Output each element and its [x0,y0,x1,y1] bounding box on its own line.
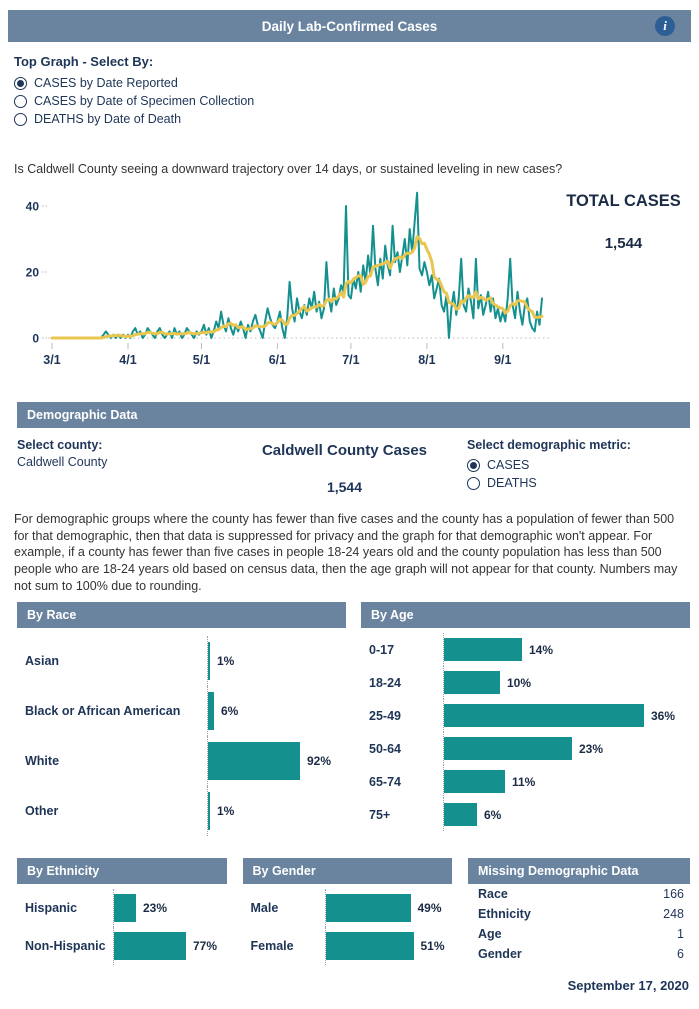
bar-segment [114,894,136,922]
seven-day-average-series-line [52,237,542,338]
trend-chart-row [6,188,699,388]
bar-value-label: 23% [579,741,604,756]
by-age-header [361,602,690,628]
bar-row-gender [243,927,453,965]
by-age-header-label: By Age [371,608,414,623]
bar-zone [325,889,453,927]
bar-segment [208,792,210,830]
missing-data-row [468,904,690,924]
radio-option[interactable] [467,474,682,492]
x-axis-label: 9/1 [494,353,512,367]
bar-row-gender [243,889,453,927]
bar-segment [444,638,522,661]
radio-option[interactable] [467,456,682,474]
privacy-note: For demographic groups where the county has fewer than five cases and the county has a population of fewer than 500 for that demographic, then that data is suppressed for privacy and the graph for that demographic won't appear. For example, if a county has fewer than five cases in people 18-24 years old and the county population has less than 500 people who are 18-24 years old based on census data, then the age graph will not appear for that county. Numbers may not sum to 100% due to rounding. [14,512,678,593]
bar-value-label: 36% [651,708,676,723]
radio-option-label: CASES [487,458,530,472]
x-axis-label: 8/1 [418,353,436,367]
x-axis-label: 3/1 [43,353,61,367]
bar-value-label: 1% [217,804,235,819]
bar-category-label: Non-Hispanic [25,939,106,954]
bar-row-age [361,732,690,765]
bar-zone [443,765,690,798]
x-axis-label: 5/1 [192,353,211,367]
by-gender-header-label: By Gender [252,864,316,879]
bar-row-ethnicity [17,889,227,927]
missing-data-label: Ethnicity [478,907,531,922]
by-ethnicity-header [17,858,227,884]
by-gender-panel [243,858,453,970]
bar-zone [207,636,346,686]
bar-category-label: 75+ [369,807,391,822]
bar-zone [207,736,346,786]
total-cases-panel [556,188,691,388]
metric-radio-group [467,456,682,492]
radio-option-label: DEATHS by Date of Death [34,112,182,126]
radio-unselected-icon[interactable] [467,477,480,490]
missing-data-panel [468,858,690,970]
by-race-header [17,602,346,628]
total-cases-value: 1,544 [604,235,643,252]
bar-category-label: 0-17 [369,642,395,657]
missing-data-value: 1 [677,927,684,942]
radio-unselected-icon[interactable] [14,113,27,126]
page-title: Daily Lab-Confirmed Cases [261,18,438,34]
bar-row-race [17,686,346,736]
bar-segment [326,932,414,960]
by-ethnicity-panel [17,858,227,970]
bar-zone [443,633,690,666]
top-graph-selector [14,54,699,128]
missing-data-label: Age [478,927,502,942]
missing-data-rows [468,884,690,964]
missing-data-label: Gender [478,947,522,962]
radio-unselected-icon[interactable] [14,95,27,108]
bar-category-label: 18-24 [369,675,401,690]
bar-row-race [17,786,346,836]
bar-segment [326,894,411,922]
race-age-charts-row [17,602,690,844]
info-icon[interactable]: i [655,16,675,36]
bar-segment [208,742,300,780]
bar-row-race [17,636,346,686]
x-axis-label: 6/1 [268,353,287,367]
metric-selector-label: Select demographic metric: [467,438,631,452]
county-cases-value: 1,544 [326,479,363,495]
y-axis-label: 0 [32,331,39,346]
bar-segment [208,692,214,730]
bar-segment [444,770,505,793]
trajectory-question: Is Caldwell County seeing a downward trajectory over 14 days, or sustained leveling in new cases? [14,162,563,176]
x-axis-label: 7/1 [342,353,360,367]
by-race-panel [17,602,346,844]
bar-row-age [361,798,690,831]
by-race-chart [17,628,346,844]
y-axis-label: 40 [25,199,39,214]
bar-category-label: Black or African American [25,704,181,719]
demographic-data-header [17,402,690,428]
radio-option-label: DEATHS [487,476,537,490]
missing-data-value: 248 [663,907,684,922]
bar-segment [208,642,210,680]
bar-row-age [361,765,690,798]
bar-zone [325,927,453,965]
by-ethnicity-header-label: By Ethnicity [27,864,100,879]
by-age-panel [361,602,690,844]
bar-category-label: Other [25,804,59,819]
bar-value-label: 6% [221,704,239,719]
bar-zone [443,732,690,765]
bar-zone [443,699,690,732]
daily-cases-line-chart [6,188,556,388]
top-graph-selector-label: Top Graph - Select By: [14,54,154,69]
missing-data-header-label: Missing Demographic Data [478,864,639,879]
bar-value-label: 11% [512,774,536,789]
by-ethnicity-chart [17,884,227,970]
bar-value-label: 51% [420,939,445,954]
bar-category-label: 65-74 [369,774,401,789]
y-axis-label: 20 [25,265,39,280]
bar-zone [113,927,227,965]
x-axis-label: 4/1 [119,353,137,367]
county-select-value[interactable]: Caldwell County [17,455,108,469]
bar-value-label: 1% [217,654,235,669]
bar-segment [444,737,572,760]
bar-segment [444,704,644,727]
bar-category-label: Male [250,901,279,916]
report-date: September 17, 2020 [567,978,689,993]
radio-selected-icon[interactable] [467,459,480,472]
missing-data-row [468,884,690,904]
total-cases-label: TOTAL CASES [566,192,681,210]
radio-selected-icon[interactable] [14,77,27,90]
missing-data-header [468,858,690,884]
bar-value-label: 6% [484,807,502,822]
daily-cases-series-line [52,193,542,338]
bar-value-label: 92% [307,754,332,769]
metric-selector [467,438,682,495]
radio-option[interactable] [14,92,699,110]
missing-data-label: Race [478,887,508,902]
bar-value-label: 14% [529,642,554,657]
county-cases-summary [222,438,467,495]
bar-category-label: White [25,754,60,769]
missing-data-row [468,944,690,964]
missing-data-value: 6 [677,947,684,962]
bar-category-label: Female [250,939,294,954]
select-county-label: Select county: [17,438,103,452]
by-gender-chart [243,884,453,970]
radio-option[interactable] [14,74,699,92]
by-race-header-label: By Race [27,608,77,623]
app-header [8,10,691,42]
missing-data-row [468,924,690,944]
county-cases-title: Caldwell County Cases [261,442,428,459]
bar-category-label: Asian [25,654,60,669]
missing-data-value: 166 [663,887,684,902]
bar-value-label: 77% [193,939,218,954]
bar-row-age [361,666,690,699]
bar-category-label: 25-49 [369,708,401,723]
radio-option-label: CASES by Date of Specimen Collection [34,94,255,108]
bar-value-label: 49% [417,901,442,916]
bar-zone [443,666,690,699]
radio-option[interactable] [14,110,699,128]
bar-segment [444,803,477,826]
bar-segment [114,932,186,960]
bar-row-race [17,736,346,786]
bar-segment [444,671,500,694]
demographic-data-header-label: Demographic Data [27,408,138,422]
bar-row-age [361,699,690,732]
demographic-controls-row [17,438,682,495]
county-selector [17,438,222,495]
bar-zone [443,798,690,831]
bar-row-ethnicity [17,927,227,965]
top-graph-radio-group [14,74,699,128]
bar-value-label: 23% [143,901,168,916]
bar-value-label: 10% [507,675,532,690]
by-gender-header [243,858,453,884]
ethnicity-gender-missing-row [17,858,690,970]
bar-zone [113,889,227,927]
by-age-chart [361,628,690,836]
bar-row-age [361,633,690,666]
daily-cases-line-chart-svg [6,188,556,388]
bar-category-label: 50-64 [369,741,401,756]
bar-zone [207,786,346,836]
bar-zone [207,686,346,736]
radio-option-label: CASES by Date Reported [34,76,178,90]
bar-category-label: Hispanic [25,901,78,916]
